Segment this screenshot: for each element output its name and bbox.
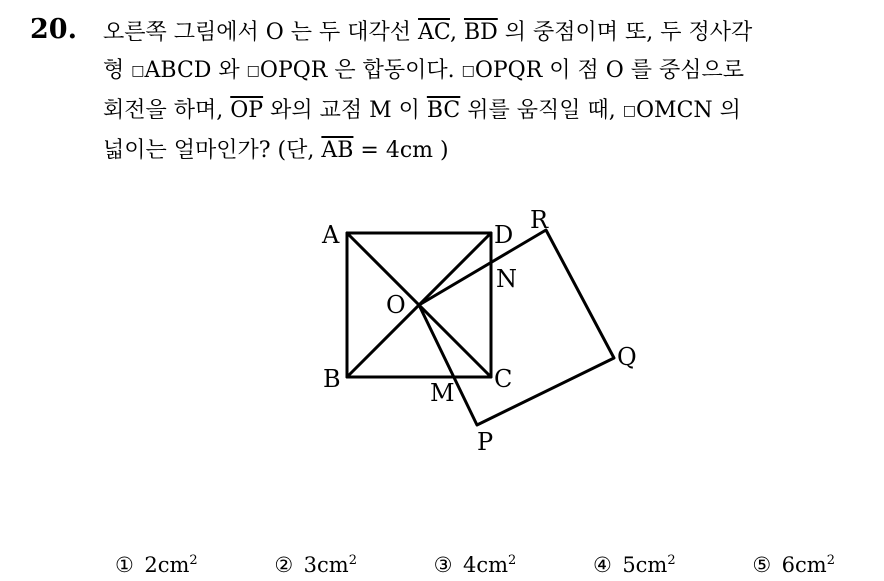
choice-exponent: 2 [667,553,676,568]
label-a: A [322,221,340,249]
answer-choices [115,553,835,577]
label-b: B [323,365,341,393]
answer-choice-2[interactable] [274,553,357,577]
question-text-segment: 회전을 하며, [103,98,231,123]
choice-value: 5cm [622,553,668,577]
answer-choice-5[interactable] [752,553,835,577]
question-number: 20. [30,14,77,45]
choice-exponent: 2 [348,553,357,568]
segment-label: $\overline{AC}$ [418,20,450,45]
segment-label: $\overline{BC}$ [426,98,461,123]
choice-number: ④ [592,553,612,577]
label-o: O [386,291,406,319]
question-text-segment: 넓이는 얼마인가? (단, [103,138,322,163]
label-q: Q [617,343,637,371]
choice-value: 3cm [303,553,349,577]
answer-choice-3[interactable] [434,553,517,577]
choice-value: 6cm [781,553,827,577]
question-text-segment: OMCN 의 [636,98,741,123]
choice-exponent: 2 [826,553,835,568]
square-symbol: □ [622,103,636,119]
choice-value: 2cm [144,553,190,577]
label-m: M [430,379,455,407]
choice-number: ⑤ [752,553,772,577]
choice-number: ③ [433,553,453,577]
question-text-segment: OPQR 이 점 O 를 중심으로 [474,58,745,83]
question-text-segment: 형 [103,58,132,83]
choice-number: ① [115,553,134,577]
label-c: C [494,365,513,393]
question-text-segment: 위를 움직일 때, [460,98,623,123]
answer-choice-4[interactable] [593,553,676,577]
choice-exponent: 2 [189,553,198,568]
question-text-segment: 와의 교점 M 이 [263,98,427,123]
square-symbol: □ [131,63,145,79]
square-symbol: □ [461,63,475,79]
label-r: R [530,206,549,234]
question-text-segment: , [449,20,464,45]
label-d: D [494,221,514,249]
question-text-segment: OPQR 은 합동이다. [259,58,462,83]
choice-number: ② [274,553,294,577]
choice-value: 4cm [462,553,509,577]
label-n: N [496,265,517,293]
question-text-segment: ABCD 와 [144,58,247,83]
label-p: P [477,428,494,456]
segment-label: $\overline{OP}$ [230,98,264,123]
segment-label: $\overline{BD}$ [463,20,498,45]
choice-exponent: 2 [508,553,517,568]
question-text-segment: = 4cm ) [353,138,449,163]
answer-choice-1[interactable] [115,553,198,577]
segment-label: $\overline{AB}$ [321,138,354,163]
square-symbol: □ [246,63,260,79]
question-text-segment: 의 중점이며 또, 두 정사각 [497,20,753,45]
question-text-segment: 오른쪽 그림에서 O 는 두 대각선 [103,20,419,45]
